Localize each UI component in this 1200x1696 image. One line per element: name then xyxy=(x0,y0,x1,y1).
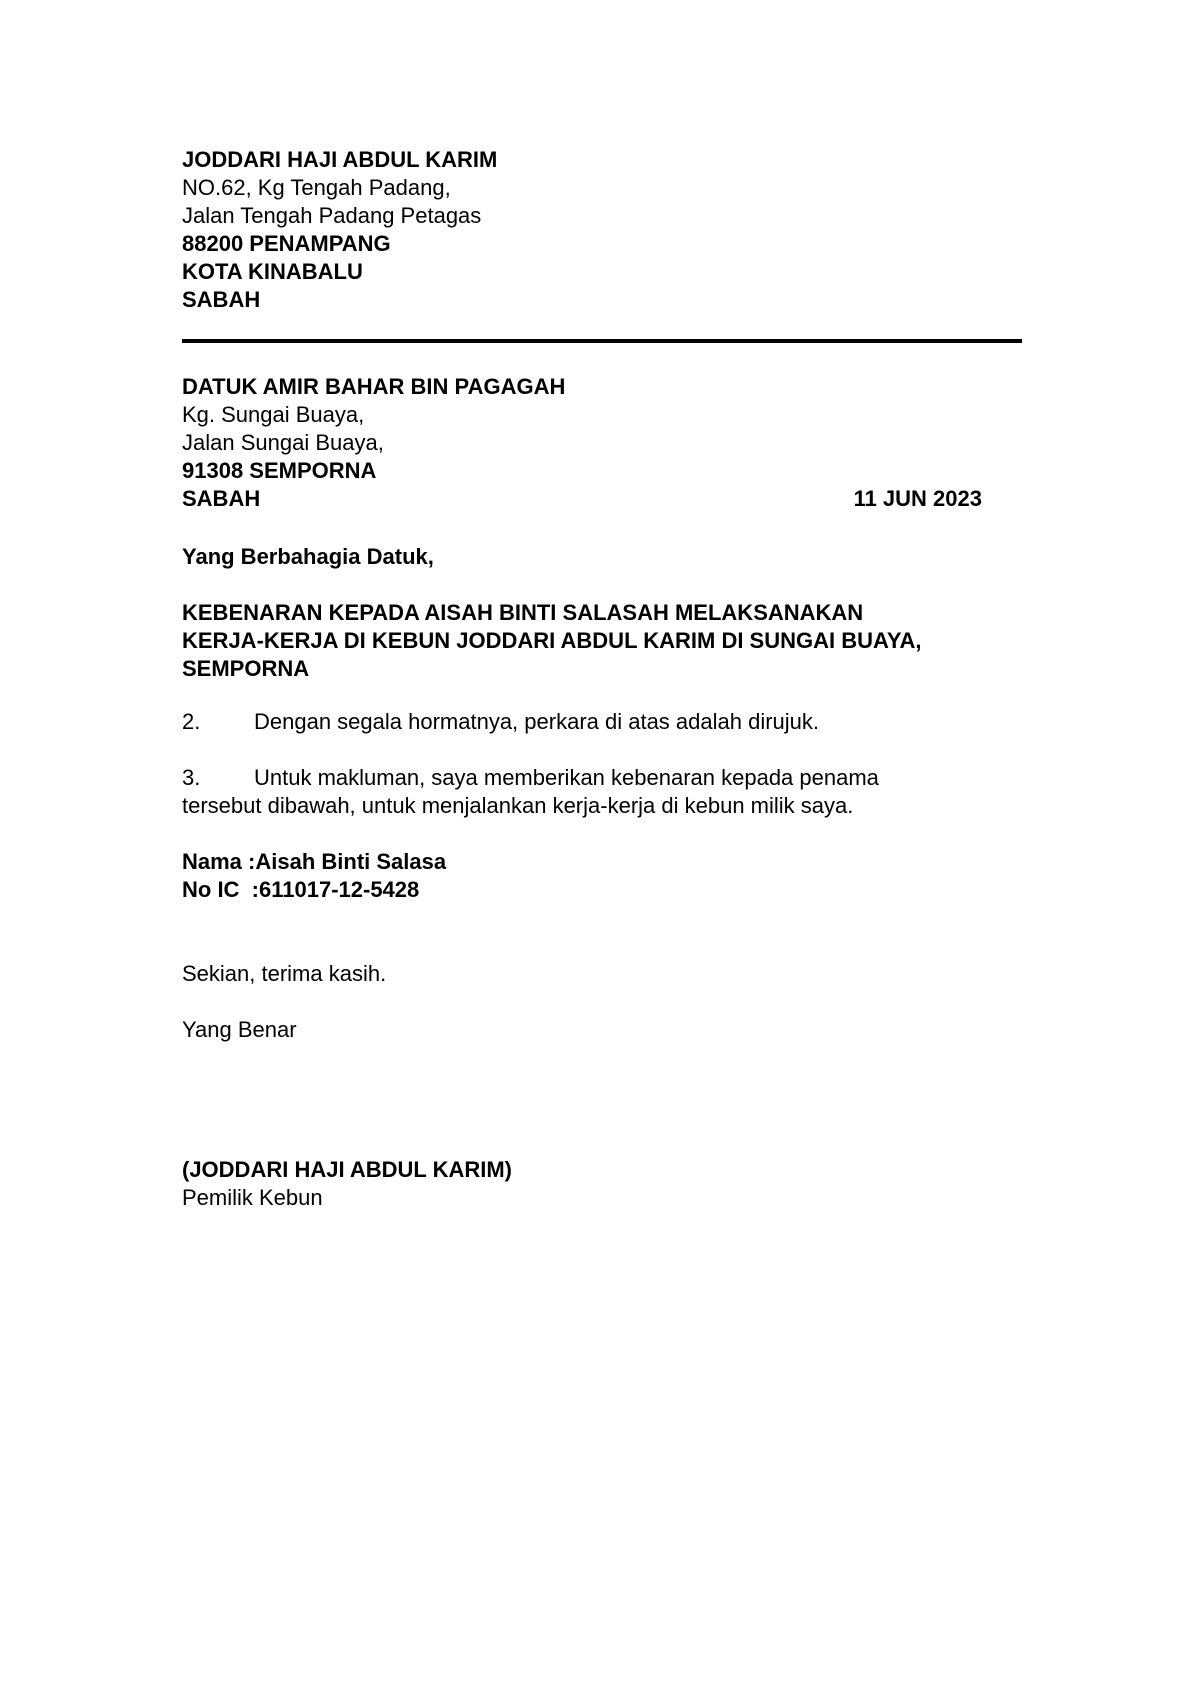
sender-state: SABAH xyxy=(182,287,261,312)
subject-line1: KEBENARAN KEPADA AISAH BINTI SALASAH MELAKSANAKAN xyxy=(182,600,864,625)
paragraph-3 xyxy=(182,764,1022,820)
ic-label: No IC : xyxy=(182,877,259,902)
signatory-name: (JODDARI HAJI ABDUL KARIM) xyxy=(182,1157,512,1182)
name-value: Aisah Binti Salasa xyxy=(255,849,447,874)
paragraph-text-continued: tersebut dibawah, untuk menjalankan kerja-kerja di kebun milik saya. xyxy=(182,793,854,818)
recipient-address-block xyxy=(182,373,982,513)
valediction: Yang Benar xyxy=(182,1017,297,1042)
sender-address-block xyxy=(182,146,497,314)
permitted-person-details xyxy=(182,848,446,904)
recipient-state: SABAH xyxy=(182,486,261,511)
recipient-address-line1: Kg. Sungai Buaya, xyxy=(182,402,365,427)
paragraph-number: 2. xyxy=(182,709,201,734)
signature-block xyxy=(182,1156,512,1212)
ic-value: 611017-12-5428 xyxy=(259,877,420,902)
recipient-address-line2: Jalan Sungai Buaya, xyxy=(182,430,384,455)
sender-address-line2: Jalan Tengah Padang Petagas xyxy=(182,203,482,228)
paragraph-number: 3. xyxy=(182,765,201,790)
subject-line2: KERJA-KERJA DI KEBUN JODDARI ABDUL KARIM DI SUNGAI BUAYA, xyxy=(182,628,922,653)
name-label: Nama : xyxy=(182,849,256,874)
sender-city: KOTA KINABALU xyxy=(182,259,363,284)
sender-address-line1: NO.62, Kg Tengah Padang, xyxy=(182,175,451,200)
letter-date: 11 JUN 2023 xyxy=(853,486,982,511)
recipient-postcode-city: 91308 SEMPORNA xyxy=(182,458,377,483)
recipient-name: DATUK AMIR BAHAR BIN PAGAGAH xyxy=(182,374,566,399)
recipient-state-row xyxy=(182,485,982,513)
signatory-title: Pemilik Kebun xyxy=(182,1185,323,1210)
closing-remark: Sekian, terima kasih. xyxy=(182,961,387,986)
paragraph-text: Untuk makluman, saya memberikan kebenaran kepada penama xyxy=(254,765,879,790)
letterhead-divider xyxy=(182,339,1022,343)
paragraph-text: Dengan segala hormatnya, perkara di atas adalah dirujuk. xyxy=(254,709,820,734)
subject-line3: SEMPORNA xyxy=(182,656,310,681)
paragraph-2 xyxy=(182,708,1022,736)
sender-name: JODDARI HAJI ABDUL KARIM xyxy=(182,147,498,172)
salutation: Yang Berbahagia Datuk, xyxy=(182,544,434,569)
letter-subject xyxy=(182,599,1022,683)
sender-postcode-city: 88200 PENAMPANG xyxy=(182,231,391,256)
